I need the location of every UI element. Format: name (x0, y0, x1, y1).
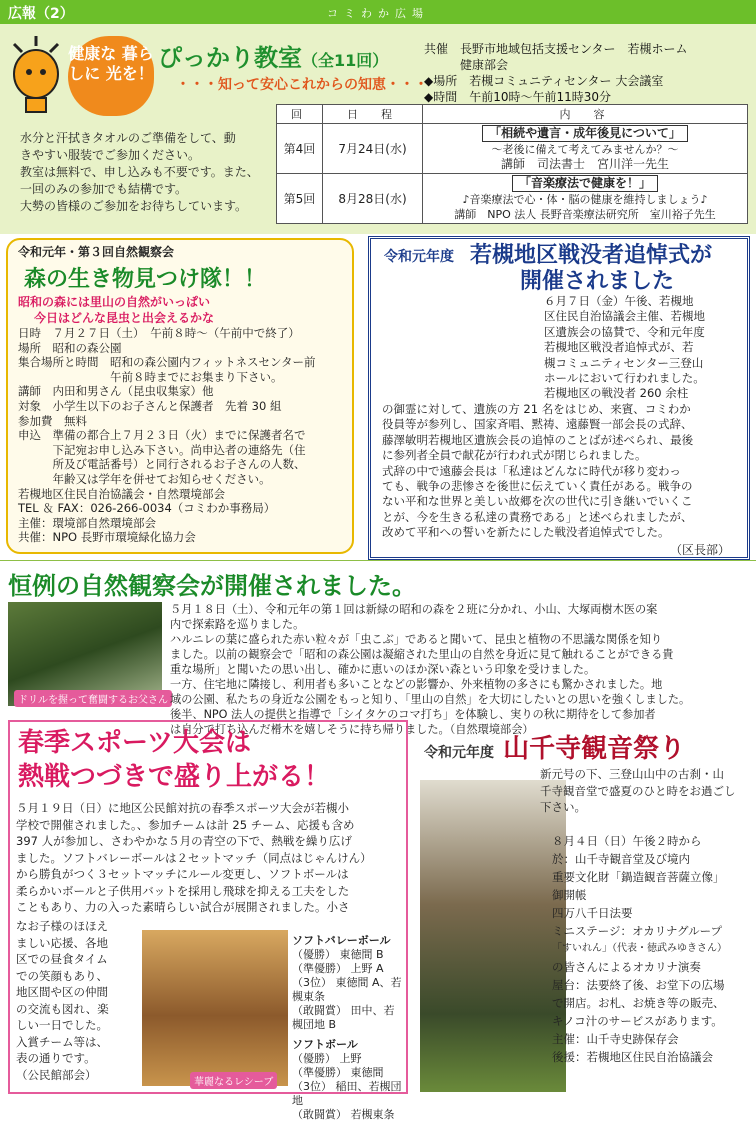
temple-details (552, 832, 752, 1066)
sports-line: 表の通りです。 (16, 1051, 96, 1065)
memorial-line: 式辞の中で遠藤会長は「私達はどんなに時代が移り変わっ (382, 463, 681, 478)
temple-line: 重要文化財「鍋造観音菩薩立像」 (552, 870, 725, 884)
session-date: 8月28日(水) (323, 174, 423, 224)
nature-lead-2: 今日はどんな昆虫と出会えるかな (34, 311, 215, 325)
class-count: （全11回） (302, 51, 389, 70)
class-intro (20, 130, 272, 215)
result-team: 上野 (339, 1052, 362, 1065)
report-photo-caption: ドリルを握って奮闘するお父さん (14, 690, 172, 707)
sports-line: 柔らかいボールと子供用バットを採用し飛球を抑える工夫をした (16, 883, 350, 898)
result-rank: （準優勝） (292, 1066, 347, 1079)
sports-line: ましい応援、各地 (16, 935, 108, 950)
detail-line: 下記宛お申し込み下さい。尚申込者の連絡先（住 (18, 442, 306, 457)
detail-line: TEL ＆ FAX：026-266-0034（コミわか事務局） (18, 501, 276, 516)
sports-line: の交流も図れ、楽 (16, 1001, 109, 1016)
sponsor-label: 共催 (424, 42, 449, 56)
sports-line: 入賞チーム等は、 (16, 1034, 108, 1049)
section-title: コミわか広場 (327, 7, 429, 20)
result-rank: （敢闘賞） (292, 1108, 347, 1121)
detail-line: 年齢又は学年を併せてお知らせください。 (18, 471, 271, 486)
temple-line: 後援：若槻地区住民自治協議会 (552, 1050, 713, 1064)
memorial-line: ホールにおいて行われました。 (544, 371, 705, 386)
class-title-text: ぴっかり教室 (158, 44, 302, 72)
sports-title (18, 726, 330, 794)
temple-line: 四万八千日法要 (552, 906, 633, 920)
sports-line: での笑顔もあり、 (16, 968, 108, 983)
result-team: 東徳間 B (339, 948, 384, 961)
memorial-line: に参列者全員で献花が行われ式が閉じられました。 (382, 448, 647, 463)
sports-line: から勝負がつく３セットマッチにルール変更し、ソフトボールは (16, 867, 349, 881)
memorial-title-1: 若槻地区戦没者追悼式が (470, 243, 713, 268)
memorial-line: 若槻地区の戦没者 260 余柱 (544, 386, 689, 401)
sports-line: 地区間や区の仲間 (16, 985, 108, 999)
memorial-line: 区遺族会の協賛で、令和元年度 (544, 324, 705, 339)
col-header: 回 (277, 105, 323, 124)
temple-title-text: 山千寺観音祭り (503, 734, 686, 764)
result-row (292, 1004, 404, 1032)
memorial-line: 区住民自治協議会主催、若槻地 (544, 309, 705, 324)
sports-results (292, 934, 404, 1122)
sports-title-2: 熱戦つづきで盛り上がる！ (18, 762, 331, 792)
detail-line: 参加費 無料 (18, 413, 87, 428)
sports-text (16, 800, 406, 916)
session-title: 「音楽療法で健康を！」 (512, 175, 658, 192)
temple-line: ８月４日（日）午後２時から (552, 834, 702, 848)
result-team: 上野 A (350, 962, 384, 975)
sports-line: こともあり、力の入った素晴らしい試合が展開されました。小さ (16, 900, 350, 914)
result-team: 東徳間 A、若槻東条 (292, 976, 402, 1003)
temple-line: 御開帳 (552, 888, 587, 902)
intro-line: 大勢の皆様のご参加をお待ちしています。 (20, 199, 248, 213)
lightbulb-icon (8, 34, 64, 118)
detail-line: 集合場所と時間 昭和の森公園内フィットネスセンター前 (18, 355, 316, 370)
result-team: 若槻東条 (350, 1108, 395, 1121)
class-title (158, 38, 388, 73)
memorial-line: とが、今を生きる私達の責務である」と述べられましたが、 (382, 509, 693, 524)
class-schedule-table (276, 104, 748, 224)
sports-line: （公民館部会） (16, 1067, 97, 1082)
table-header-row (277, 105, 748, 124)
temple-line: で開店。お札、お焼き等の販売、 (552, 996, 725, 1010)
memorial-line: の御霊に対して、遺族の方 21 名をはじめ、来賓、コミわか (382, 402, 691, 416)
sports-photo-caption: 華麗なるレシーブ (190, 1072, 277, 1089)
result-rank: （3位） (292, 1080, 332, 1093)
report-line: ました。以前の観察会で「昭和の森公園は凝縮された里山の自然を身近に見て触れることができる貴 (170, 648, 674, 661)
session-no: 第4回 (277, 124, 323, 174)
report-line: ５月１８日（土）、令和元年の第１回は新緑の昭和の森を２班に分かれ、小山、大塚両樹木医の案 (170, 603, 658, 616)
result-sport: ソフトボール (292, 1038, 358, 1051)
detail-line: 講師 内田和男さん（昆虫収集家）他 (18, 384, 214, 399)
session-note: 〜老後に備えて考えてみませんか？〜 (491, 143, 679, 156)
result-team: 稲田、若槻団地 (292, 1080, 402, 1107)
temple-line: 主催：山千寺史跡保存会 (552, 1032, 679, 1046)
session-lecturer: 講師 NPO 法人 長野音楽療法研究所 室川裕子先生 (454, 208, 716, 221)
result-team: 東徳間 (350, 1066, 384, 1079)
temple-kicker: 令和元年度 (424, 745, 494, 761)
sports-photo (142, 930, 288, 1086)
intro-line: 一回のみの参加でも結構です。 (20, 182, 188, 196)
detail-line: 申込 準備の都合上７月２３日（火）までに保護者名で (18, 428, 306, 443)
temple-line: キノコ汁のサービスがあります。 (552, 1014, 723, 1028)
result-row (292, 1066, 404, 1080)
temple-line: 千寺観音堂で盛夏のひと時をお過ごし (540, 783, 736, 798)
divider (0, 560, 756, 561)
memorial-photo (382, 294, 540, 400)
sponsor-2: 健康部会 (460, 58, 509, 72)
table-row (277, 124, 748, 174)
col-header: 内 容 (423, 105, 748, 124)
result-rank: （3位） (292, 976, 332, 989)
class-place: ◆場所 若槻コミュニティセンター 大会議室 (424, 74, 664, 88)
temple-title (424, 728, 685, 765)
result-rank: （優勝） (292, 1052, 336, 1065)
class-time: ◆時間 午前10時〜午前11時30分 (424, 90, 612, 104)
table-row (277, 174, 748, 224)
temple-line: 「すいれん」（代表・徳武みゆきさん） (552, 943, 727, 954)
class-subtitle: ・・・知って安心これからの知恵・・・ (176, 77, 428, 93)
temple-intro (540, 766, 752, 816)
nature-title: 森の生き物見つけ隊！！ (24, 267, 267, 292)
report-line: 重な場所」と聞いたの思い出し、確かに恵いのほか深い森という印象を受けました。 (170, 663, 596, 676)
session-no: 第5回 (277, 174, 323, 224)
intro-line: きやすい服装でご参加ください。 (20, 148, 201, 162)
result-sport: ソフトバレーボール (292, 934, 391, 947)
intro-line: 教室は無料で、申し込みも不要です。また、 (20, 165, 259, 179)
memorial-line: ６月７日（金）午後、若槻地 (544, 294, 694, 308)
memorial-sign: （区長部） (670, 543, 731, 557)
report-line: ハルニレの葉に盛られた赤い粒々が「虫こぶ」であると聞いて、昆虫と植物の不思議な関係を知り (170, 633, 663, 646)
session-title: 「相続や遺言・成年後見について」 (482, 125, 688, 142)
memorial-text-side (544, 294, 744, 402)
page-header (0, 0, 756, 24)
temple-line: の皆さんによるオカリナ演奏 (552, 960, 701, 974)
report-title: 恒例の自然観察会が開催されました。 (8, 572, 416, 600)
result-row (292, 962, 404, 976)
memorial-line: 役員等が参列し、国家斉唱、黙祷、遠藤賢一部会長の式辞、 (382, 417, 693, 432)
report-line: 内で探索路を巡りました。 (170, 618, 305, 631)
nature-lead-1: 昭和の森には里山の自然がいっぱい (18, 295, 211, 309)
sports-text-left (16, 918, 138, 1083)
sports-line: ました。ソフトバレーボールは２セットマッチ（同点はじゃんけん） (16, 850, 372, 865)
detail-line: 主催：環境部自然環境部会 (18, 515, 156, 530)
memorial-title-2: 開催されました (520, 269, 675, 294)
result-row (292, 1108, 404, 1122)
result-rank: （優勝） (292, 948, 336, 961)
sports-line: 区での昼食タイム (16, 952, 108, 966)
sponsor-1: 長野市地域包括支援センター 若槻ホーム (460, 42, 688, 56)
temple-line: 於：山千寺観音堂及び境内 (552, 852, 690, 866)
temple-line: 下さい。 (540, 800, 586, 814)
result-row (292, 976, 404, 1004)
memorial-line: 若槻地区戦没者追悼式が、若 (544, 340, 694, 355)
temple-line: 新元号の下、三登山山中の古刹・山 (540, 767, 724, 781)
detail-line: 対象 小学生以下のお子さんと保護者 先着 30 組 (18, 398, 282, 413)
intro-line: 水分と汗拭きタオルのご準備をして、動 (20, 131, 236, 145)
detail-line: 日時 ７月２７日（土） 午前８時〜（午前中で終了） (18, 326, 300, 340)
detail-line: 若槻地区住民自治協議会・自然環境部会 (18, 486, 225, 501)
memorial-line: 槻コミュニティセンター三登山 (544, 355, 704, 370)
result-row (292, 1080, 404, 1108)
class-badge: 健康な 暮らしに 光を！ (68, 36, 154, 116)
report-line: 域の公園、私たちの身近な公園をもっと知り、「里山の自然」を大切にしたいとの思いを強くしました。 (170, 693, 691, 706)
result-row (292, 948, 404, 962)
session-note: ♪音楽療法で心・体・脳の健康を維持しましょう♪ (462, 193, 708, 206)
memorial-kicker: 令和元年度 (384, 249, 454, 265)
memorial-text-full (382, 402, 746, 541)
nature-kicker: 令和元年・第３回自然観察会 (18, 245, 175, 259)
sports-line: 397 人が参加し、さわやかな５月の青空の下で、熱戦を繰り広げ (16, 834, 352, 848)
memorial-line: ても、戦争の悲惨さを後世に伝えていく責任がある。戦争の (382, 479, 693, 494)
result-team: 田中、若槻団地 B (292, 1004, 395, 1031)
sports-line: しい一日でした。 (16, 1018, 108, 1032)
report-line: 一方、住宅地に隣接し、利用者も多いことなどの影響か、外来植物の多さにも驚かされました。地 (170, 678, 663, 691)
col-header: 日 程 (323, 105, 423, 124)
temple-line: 屋台：法要終了後、お堂下の広場 (552, 978, 725, 992)
result-row (292, 1052, 404, 1066)
result-rank: （準優勝） (292, 962, 347, 975)
session-lecturer: 講師 司法書士 宮川洋一先生 (500, 157, 669, 171)
report-line: 後半、NPO 法人の提供と指導で「シイタケのコマ打ち」を体験し、実りの秋に期待をして参加者 (170, 708, 656, 721)
temple-line: ミニステージ：オカリナグループ (552, 924, 723, 938)
detail-line: 所及び電話番号）と同行されるお子さんの人数、 (18, 457, 306, 472)
result-rank: （敢闘賞） (292, 1004, 347, 1017)
session-date: 7月24日(水) (323, 124, 423, 174)
issue-label: 広報（2） (8, 6, 74, 22)
session-content (423, 174, 748, 224)
session-content (423, 124, 748, 174)
sports-line: なお子様のほほえ (16, 919, 108, 933)
sports-line: ５月１９日（日）に地区公民館対抗の春季スポーツ大会が若槻小 (16, 801, 350, 815)
memorial-line: 藤澤敏明若槻地区遺族会長の追悼のことばが述べられ、最後 (382, 432, 694, 447)
memorial-line: 改めて平和への誓いを新たにした戦没者追悼式でした。 (382, 525, 670, 540)
sports-line: 学校で開催されました。、参加チームは計 25 チーム、応援も含め (16, 817, 355, 832)
memorial-line: ない平和な世界と美しい故郷を次の世代に引き継いでいくこ (382, 494, 693, 509)
temple-photo (420, 780, 566, 1092)
detail-line: 共催：NPO 長野市環境緑化協力会 (18, 530, 196, 545)
detail-line: 午前８時までにお集まり下さい。 (18, 369, 283, 384)
report-text (170, 602, 750, 737)
report-line: は自分で打ち込んだ榾木を嬉しそうに持ち帰りました。（自然環境部会） (170, 723, 534, 736)
detail-line: 場所 昭和の森公園 (18, 340, 122, 355)
sports-title-1: 春季スポーツ大会は (18, 728, 251, 758)
nature-details (18, 326, 352, 545)
